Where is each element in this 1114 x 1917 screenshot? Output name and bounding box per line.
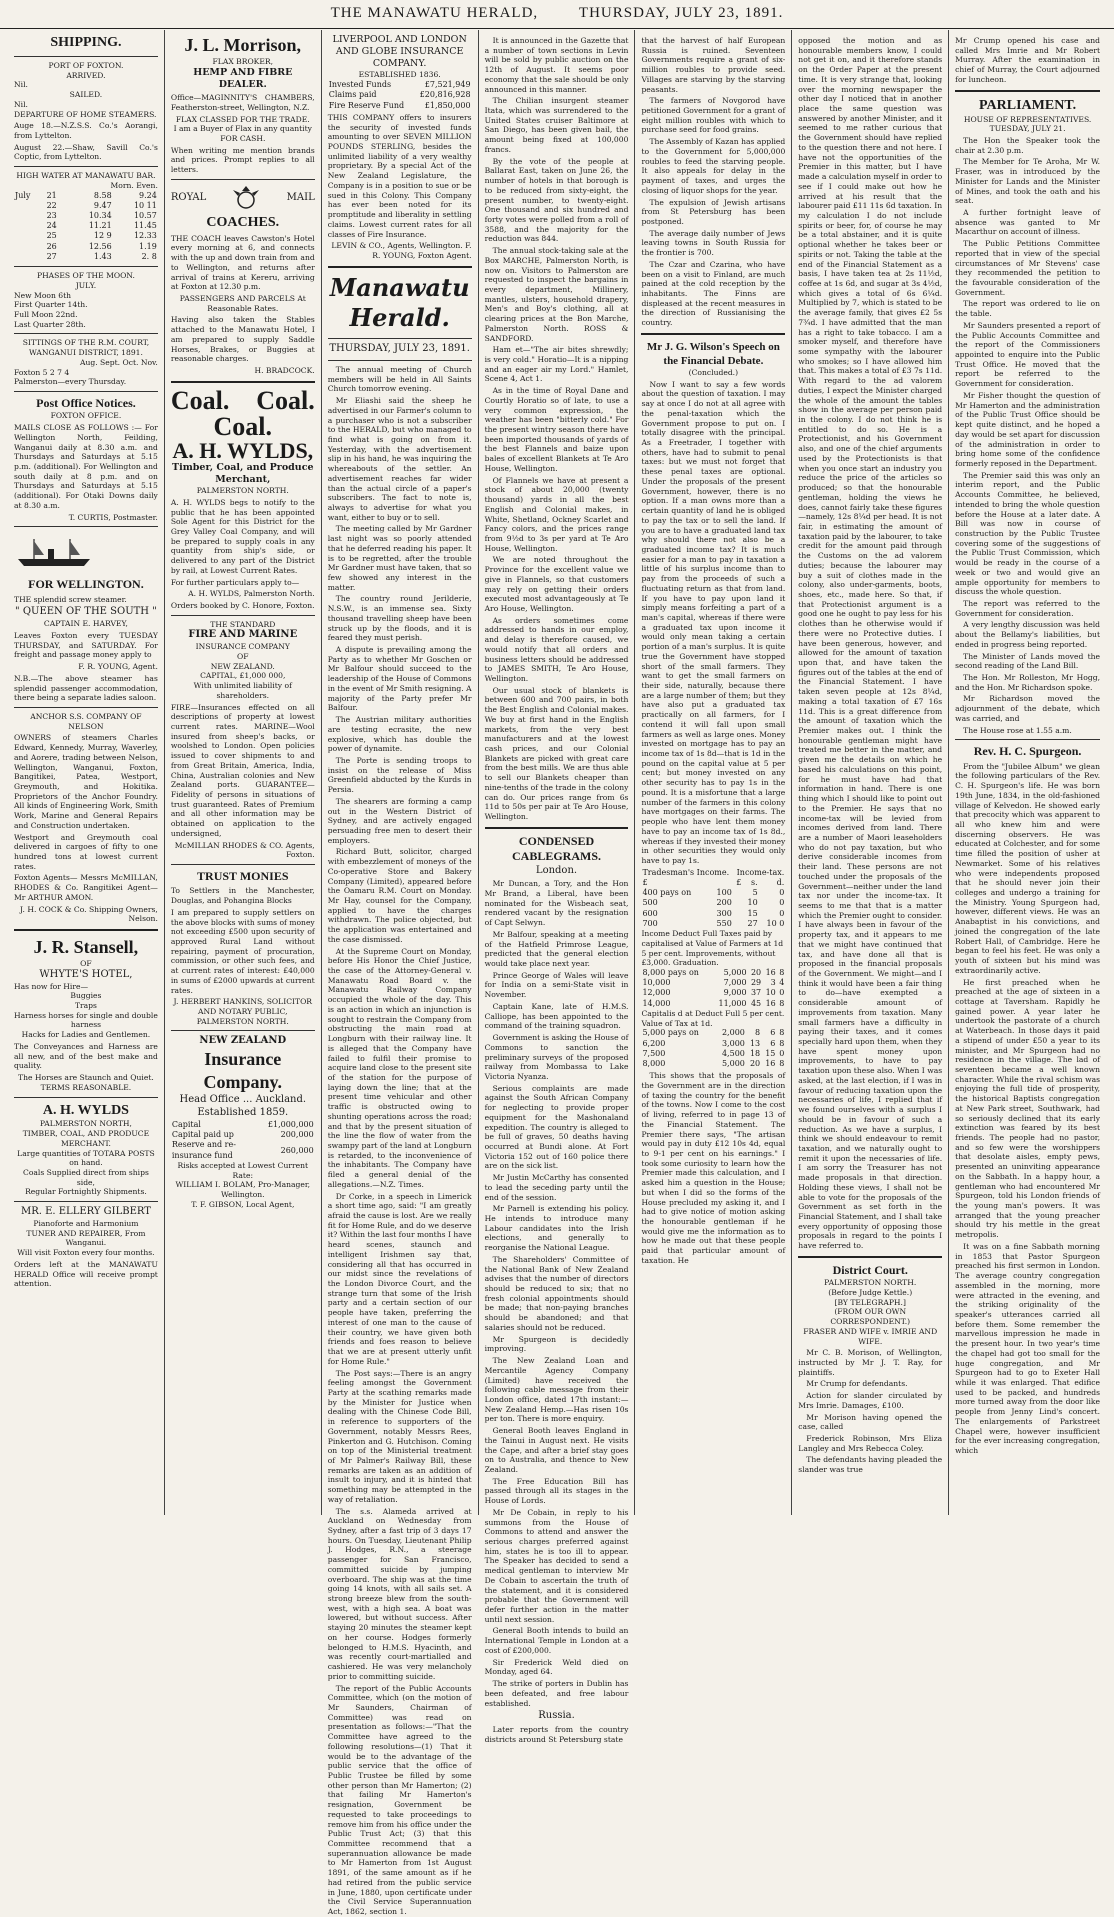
news-paragraph: From the "Jubilee Album" we glean the following particulars of the Rev. C. H. Spurgeon's life. He was born 19th June, 1834, in the old-fashioned village of Kelvedon. He showed early that precocity which was apparent to all who knew him and were discerning observers. He was educated at Colchester, and for some time filled the position of usher at Newmarket. Some of his relatives who were independents proposed that he should never join their colleges and undergo a training for the Ministry. Young Spurgeon had, however, different views. He was an Anabaptist in his convictions, and joined the congregation of the late Robert Hall, of Cambridge. Here he began to feel his feet. He was only a youth of sixteen but his mind was extraordinarily active.	[955, 761, 1101, 975]
sailed-label: SAILED.	[69, 90, 103, 100]
arrived-nil: Nil.	[14, 80, 28, 90]
news-paragraph: As orders sometimes come addressed to hands in our employ, and delay is therefore caused, we would notify that all orders and business letters should be addressed to JAMES SMITH, Te Aro House, Wellington.	[484, 615, 629, 683]
sailed-nil: Nil.	[14, 99, 28, 109]
post-office-heading: Post Office Notices.	[36, 396, 136, 411]
news-paragraph: The Hon. Mr Rolleston, Mr Hogg, and the Hon. Mr Richardson spoke.	[955, 673, 1101, 692]
news-paragraph: Mr Justin McCarthy has consented to lead the seceding party until the end of the session.	[484, 1173, 629, 1202]
table-row: 24 11.21 11.45	[46, 221, 157, 231]
news-paragraph: The Hon the Speaker took the chair at 2.30 p.m.	[955, 135, 1101, 155]
wylds-trade: TIMBER, COAL, AND PRODUCE MERCHANT.	[22, 1129, 150, 1148]
income-table-head	[641, 868, 785, 878]
stables-line: Having also taken the Stables attached to the Manawatu Hotel, I am prepared to supply Saddle Horses, Brakes, or Buggies at reasonable charges.	[170, 315, 315, 364]
trust-body: I am prepared to supply settlers on the above blocks with sums of money not exceeding £500 upon security of approved Rural Land without repairing, payment of procuration, commission, or other such fees, and at current rates of interest: £40,000 in sums of £2000 upwards at current rates.	[170, 907, 315, 995]
news-paragraph: The Member for Te Aroha, Mr W. Fraser, was in introduced by the Minister for Lands and the Minister of Mines, and took the oath and his seat.	[955, 157, 1101, 206]
table-row: 25 12 9 12.33	[46, 231, 157, 241]
news-paragraph: The report of the Public Accounts Committee, which (on the motion of Mr Saunders, Chairman of Committee) was read on presentation as follows:—"That the Committee have agreed to the following resolutions—(1) That it would be to the advantage of the public service that the office of Public Trustee be filled by some other person than Mr Hamerton; (2) that failing Mr Hamerton's resignation, Government be requested to take proceedings to remove him from his office under the Public Trust Act; (3) that this Committee recommend that a superannuation allowance be made to Mr Hamerton from 1st August 1891, of the same amount as if he had retired from the public service in June, 1880, upon certificate under the Civil Service Superannuation Act, 1862, section 1.	[327, 1683, 472, 1917]
wilson-speech-heading: Mr J. G. Wilson's Speech on the Financial Debate.	[646, 340, 780, 367]
insurance-line: INSURANCE COMPANY	[195, 642, 290, 652]
anchor-body: OWNERS of steamers Charles Edward, Kennedy, Murray, Waverley, and Aorere, trading between Nelson, Wellington, Wanganui, Foxton, Bangitikei, Patea, Westport, Greymouth, and Hokitika. Proprietors of the Anchor Foundry. All kinds of Engineering Work, Smith Work, Marine and General Repairs and Construction undertaken.	[14, 733, 158, 830]
terms-line: TERMS REASONABLE.	[40, 1082, 132, 1092]
news-paragraph: Dr Corke, in a speech in Limerick a short time ago, said: "I am greatly afraid the cause is lost. Are we really fit for Home Rule, and do we deserve it? Within the last four months I have heard scenes, staunch and intelligent Irishmen say that, considering all that has occurred in our midst since the revelations of the London Divorce Court, and the strange turn that some of the Irish party and a certain section of our people have taken, preferring the interest of one man to the cause of their country, we have given both friends and foes reason to believe that we are at present utterly unfit for Home Rule."	[327, 1191, 472, 1366]
liverpool-heading: LIVERPOOL AND LONDON AND GLOBE INSURANCE COMPANY.	[332, 34, 467, 70]
gilbert-line: TUNER AND REPAIRER, From Wanganui.	[26, 1228, 146, 1248]
royal-mail-row	[171, 184, 315, 214]
insurance-company-heading: Insurance Company.	[203, 1049, 283, 1093]
table-row: July 21 8.58 9.24	[15, 190, 157, 200]
table-row: 600 300 15 0	[642, 908, 785, 918]
high-water-table	[14, 191, 158, 263]
news-paragraph: By the vote of the people at Ballarat East, taken on June 26, the number of hotels in that borough is to be reduced from sixty-eight, the present number, to twenty-eight. One thousand and six hundred and forty votes were polled from a roll of 3588, and the majority for the reduction was 844.	[484, 156, 629, 244]
column-5	[635, 30, 792, 1515]
news-paragraph: This shows that the proposals of the Government are in the direction of taxing the country for the benefit of the towns. Now I come to the cost of living, referred to in page 13 of the Financial Statement. The Premier there says, "The artisan would pay in duty £12 10s 4d, equal to 9-1 per cent on his earnings." I took some curiosity to learn how the Premier made this calculation, and I asked him a question in the House; but when I did so the forms of the House precluded my asking it, and I had to give notice of motion asking the honourable gentleman if he would give me the information as to how he made out that these people paid that particular amount of taxation. He	[641, 1071, 786, 1265]
news-paragraph: The Austrian military authorities are testing ecrasite, the new explosive, which has double the power of dynamite.	[327, 715, 472, 754]
ahw-sign: A. H. WYLDS, Palmerston North.	[188, 589, 315, 599]
trust-sub: To Settlers in the Manchester, Douglas, and Pohangina Blocks	[170, 886, 315, 906]
gilbert-line: Will visit Foxton every four months.	[17, 1248, 155, 1258]
gilbert-heading: MR. E. ELLERY GILBERT	[20, 1206, 151, 1218]
telegraph-label: [BY TELEGRAPH.]	[834, 1297, 906, 1307]
risks-line: Risks accepted at Lowest Current Rate:	[177, 1160, 309, 1180]
departure-line: Auge 18.—N.Z.S.S. Co.'s Aorangi, from Lyttelton.	[14, 121, 158, 140]
news-paragraph: The Chilian insurgent steamer Itata, which was surrendered to the United States cruiser Baltimore at San Diego, has been given bail, the amount being fixed at 100,000 francs.	[484, 96, 629, 154]
table-row: 7,500 4,500 18 15 0	[642, 1048, 785, 1058]
morrison-line: When writing me mention brands and prices. Prompt replies to all letters.	[170, 145, 315, 175]
gibson-sign: T. F. GIBSON, Local Agent,	[191, 1199, 295, 1209]
table-row: 22 9.47 10 11	[46, 200, 157, 210]
liability-line: With unlimited liability of shareholders.	[193, 681, 292, 700]
column-2	[165, 30, 322, 1515]
moon-heading: PHASES OF THE MOON.	[36, 271, 135, 281]
coal-row	[170, 385, 315, 415]
news-paragraph: He first preached when he preached at the age of sixteen in a cottage at Taversham. Rapidly he gained power. A year later he undertook the pastorate of a church at Waterbeach. In those days it paid a stipend of under £50 a year to its minister, and Mr Spurgeon had no residence in the village. The lad of seventeen became a well known character. While the rival schism was enjoying the full tide of prosperity, the historical Baptists congregation at New Park street, Southwark, had so seriously declined that its early extinction was feared by its best friends. The people had no pastor, and so few were the worshippers that desolate aisles, empty pews, presented an uninviting appearance on the Sabbath. In a happy hour, a gentleman who had encountered Mr Spurgeon, told his London friends of the young man's powers. It was arranged that the young preacher should try his mettle in the great metropolis.	[955, 977, 1101, 1240]
parcels-line: PASSENGERS AND PARCELS At Reasonable Rates.	[179, 294, 306, 313]
table-row: 27 1.43 2. 8	[46, 251, 157, 261]
moon-row: Full Moon 22nd.	[14, 310, 78, 320]
income-table	[641, 878, 785, 929]
concluded-label: (Concluded.)	[688, 368, 739, 377]
standard-heading: THE STANDARD	[210, 619, 276, 629]
table-row: 26 12.56 1.19	[46, 241, 157, 251]
established-line: Established 1859.	[197, 1107, 289, 1119]
liverpool-sign: LEVIN & CO., Agents, Wellington. F. R. YOUNG, Foxton Agent.	[331, 241, 472, 260]
case-title: FRASER AND WIFE v. IMRIE AND WIFE.	[803, 1326, 938, 1346]
column-4	[479, 30, 636, 1744]
news-paragraph: The House rose at 1.55 a.m.	[963, 725, 1072, 735]
morrison-heading: J. L. Morrison,	[184, 35, 302, 55]
fire-marine-heading: FIRE AND MARINE	[188, 629, 298, 641]
table-row: 400 pays on 100 5 0	[642, 888, 785, 898]
post-office-sign: T. CURTIS, Postmaster.	[68, 512, 158, 522]
table-row: Tradesman's Income. Income-tax.	[642, 867, 785, 877]
fire-body: FIRE—Insurances effected on all descriptions of property at lowest current rates. MARINE—Wool insured from sheep's backs, or woolshed to London. Open policies issued to cover shipments to and from Great Britain, America, India, China, Australian colonies and New Zealand ports. GUARANTEE—Fidelity of persons in situations of trust guaranteed. Rates of Premium and all other information may be obtained on application to the undersigned,	[170, 702, 315, 838]
news-paragraph: Sir Frederick Weld died on Monday, aged 64.	[484, 1657, 629, 1677]
wylds-line: Large quantities of TOTARA POSTS on hand.	[17, 1148, 155, 1168]
ahw-orders: Orders booked by C. Honore, Foxton.	[170, 601, 315, 610]
for-wellington-heading: FOR WELLINGTON.	[28, 577, 144, 592]
coal-word: Coal.	[213, 411, 273, 441]
fire-sign: McMILLAN RHODES & CO. Agents, Foxton.	[174, 840, 315, 860]
masthead-date: THURSDAY, JULY 23, 1891.	[578, 5, 784, 21]
news-paragraph: Mr Crump opened his case and called Mrs Imrie and Mr Robert Murray. After the examination in chief of Murray, the Court adjourned for luncheon.	[955, 36, 1101, 84]
anchor-body: Westport and Greymouth coal delivered in cargoes of fifty to one hundred tons at lowest current rates.	[14, 832, 158, 871]
court-heading: SITTINGS OF THE R.M. COURT,	[22, 338, 150, 348]
funds-table	[328, 80, 472, 111]
mail-label: MAIL	[286, 192, 315, 204]
news-paragraph: Mr C. B. Morison, of Wellington, instructed by Mr J. T. Ray, for plaintiffs.	[798, 1348, 943, 1377]
news-paragraph: A dispute is prevailing among the Party as to whether Mr Goschen or Mr Balfour should succeed to the leadership of the House of Commons in the event of Mr Smith resigning. A majority of the Party prefer Mr Balfour.	[327, 645, 472, 713]
column-6	[792, 30, 949, 1515]
table-row: 5,000 pays on 2,000 8 6 8	[642, 1028, 785, 1038]
coal-word: Coal.	[256, 385, 315, 415]
news-paragraph: The Shareholders' Committee of the National Bank of New Zealand advises that the number of directors should be reduced to six; that no fresh colonial appointments should be made; that non-paying branches should be abandoned; and that salaries should not be reduced.	[484, 1254, 629, 1332]
news-paragraph: It is announced in the Gazette that a number of town sections in Levin will be sold by public auction on the 12th of August. It seems poor economy that the sale should be only announced in this manner.	[484, 36, 629, 94]
moon-row: Last Quarter 28th.	[14, 319, 86, 329]
news-paragraph: Serious complaints are made against the South African Company for neglecting to provide proper equipment for the Mashonaland expedition. The country is alleged to be full of graves, 50 deaths having occurred at Bundi alone. At Fort Victoria 152 out of 160 police there are on the sick list.	[484, 1083, 629, 1171]
news-paragraph: General Booth leaves England in the Tainui in August next. He visits the Cape, and after a brief stay goes on to Australia, and thence to New Zealand.	[484, 1426, 629, 1474]
news-paragraph: It was on a fine Sabbath morning in 1853 that Pastor Spurgeon preached his first sermon in London. The average country congregation assembled in the morning, more were attracted in the evening, and the striking originality of the speaker's utterances carried all before them. Some remember the marvellous impression he made in the present hour. In two year's time the chapel had got too small for the huge congregation, and Mr Spurgeon had to go to Exeter Hall while it was enlarged. That edifice used to be packed, and hundreds more turned away from the door like people from Jenny Lind's concert. The enlargements of Parkstreet Chapel were, however insufficient for the ever increasing congregation, which	[955, 1241, 1101, 1456]
head-office-line: Head Office ... Auckland.	[179, 1094, 307, 1106]
news-paragraph: Mr Duncan, a Tory, and the Hon Mr Brand, a Liberal, have been nominated for the Wisbeach seat, rendered vacant by the resignation of Capt Selwyn.	[484, 879, 629, 928]
news-paragraph: The expulsion of Jewish artisans from St Petersburg has been postponed.	[641, 197, 786, 226]
hire-item: Hacks for Ladies and Gentlemen.	[21, 1030, 151, 1040]
capital-table	[171, 1120, 315, 1161]
whytes-hotel: WHYTE'S HOTEL,	[39, 968, 133, 980]
news-paragraph: Mr Richardson moved the adjournment of the debate, which was carried, and	[955, 694, 1101, 723]
news-paragraph: Action for slander circulated by Mrs Imrie. Damages, £100.	[798, 1391, 943, 1410]
news-paragraph: The shearers are forming a camp out in the Western District of Sydney, and are actively engaged persuading free men to desert their employers.	[327, 796, 472, 845]
table-row: Reserve and re-insurance fund 260,000	[171, 1140, 314, 1160]
masthead	[0, 0, 1114, 29]
post-office-body: MAILS CLOSE AS FOLLOWS :— For Wellington North, Feilding, Wanganui daily at 8.30 a.m. and Thursdays and Saturdays at 5.15 p.m. (additional). For Wellington and south daily at 8 p.m. and on Thursdays and Saturdays at 5.15 (additional). For Otaki Downs daily at 8.30 a.m.	[14, 423, 158, 510]
ahw-body: A. H. WYLDS begs to notify to the public that he has been appointed Sole Agent for this District for the Grey Valley Coal Company, and will be prepared to supply coals in any quantity from ship's side, or delivered to any part of the District by rail, at Lowest Current Rates.	[170, 497, 315, 575]
news-paragraph: The Minister of Lands moved the second reading of the Land Bill.	[955, 651, 1101, 671]
table-row: Invested Funds £7,521,949	[328, 80, 471, 90]
news-paragraph: The report was ordered to lie on the table.	[955, 299, 1101, 319]
herald-title: Manawatu Herald.	[329, 272, 470, 333]
news-paragraph: The Czar and Czarina, who have been on a visit to Finland, are much pained at the cold reception by the inhabitants. The Finns are displeased at the recent measures in the direction of Russianising the country.	[641, 259, 786, 328]
news-paragraph: Mr Balfour, speaking at a meeting of the Hatfield Primrose League, predicted that the general election would take place next year.	[484, 929, 629, 969]
court-row: Palmerston—every Thursday.	[14, 377, 127, 387]
departure-line: August 22.—Shaw, Savill Co.'s Coptic, from Lyttelton.	[14, 142, 158, 162]
table-row: 6,200 3,000 13 6 8	[642, 1038, 785, 1048]
russia-subheading: Russia.	[538, 1710, 575, 1722]
leaves-line: Leaves Foxton every TUESDAY THURSDAY, and SATURDAY. For freight and passage money apply to	[14, 630, 158, 660]
news-paragraph: Richard Butt, solicitor, charged with embezzlement of moneys of the Co-operative Store and Bakery Company (Limited), appeared before the Oamaru R.M. Court on Monday. Mr Hay, counsel for the Company, applied to have the charges withdrawn. The police objected, but the application was entertained and the case dismissed.	[327, 847, 472, 944]
morrison-line: I am a Buyer of Flax in any quantity FOR CASH.	[173, 124, 312, 143]
news-paragraph: The farmers of Novgorod have petitioned Government for a grant of eight million roubles with which to purchase seed for food grains.	[641, 96, 786, 135]
news-paragraph: Mr Eliashi said the sheep he advertised in our Farmer's column to a purchaser who is not a subscriber to the HERALD, but who managed to find what is going on from it. Yesterday, with the advertisement slip in his hand, he was inquiring the whereabouts of the settler. An advertisement reaches far wider than the actual circle of a paper's subscribers. The fact to note is, always to advertise for what you want, either to buy or to sell.	[327, 396, 472, 522]
royal-label: ROYAL	[170, 192, 207, 204]
royal-crest-icon	[231, 184, 261, 214]
column-3	[322, 30, 479, 1917]
district-court-location: PALMERSTON NORTH.	[824, 1278, 917, 1288]
table-row: Capital £1,000,000	[171, 1119, 314, 1129]
wylds-line: Coals Supplied direct from ships side,	[23, 1168, 149, 1187]
news-paragraph: The average daily number of Jews leaving towns in South Russia for the frontier is 700.	[641, 228, 786, 258]
hire-item: Traps	[74, 1001, 97, 1011]
morrison-line: HEMP AND FIBRE DEALER.	[193, 66, 293, 90]
news-paragraph: The Free Education Bill has passed through all its stages in the House of Lords.	[484, 1476, 629, 1506]
nz-insurance-heading: NEW ZEALAND	[199, 1035, 287, 1047]
table-row: 500 200 10 0	[642, 898, 785, 908]
news-paragraph: Mr Saunders presented a report of the Public Accounts Committee and the report of the Commissioners appointed to enquire into the Public Trust Office. He moved that the report be referred to the Government for consideration.	[955, 320, 1101, 389]
news-paragraph: Prince George of Wales will leave for India on a semi-State visit in November.	[484, 970, 629, 1000]
hire-item: Buggies	[70, 991, 102, 1001]
hankins-sign: J. HERBERT HANKINS, SOLICITOR AND NOTARY PUBLIC, PALMERSTON NORTH.	[173, 997, 313, 1026]
wylds-heading: A. H. WYLDS	[42, 1102, 129, 1118]
nb-line: N.B.—The above steamer has splendid passenger accommodation, there being a separate ladies saloon.	[14, 673, 158, 703]
news-paragraph: The report was referred to the Government for consideration.	[955, 599, 1101, 618]
parliament-heading: PARLIAMENT.	[979, 97, 1077, 113]
moon-row: First Quarter 14th.	[14, 300, 88, 310]
news-paragraph: The country round Jerilderie, N.S.W., is an immense sea. Sixty thousand travelling sheep have been struck up by the floods, and it is feared they must perish.	[327, 594, 472, 643]
ahw-trade: Timber, Coal, and Produce Merchant,	[172, 461, 314, 485]
news-paragraph: Mr Spurgeon is decidedly improving.	[484, 1334, 629, 1354]
news-paragraph: Mr Morison having opened the case, called	[798, 1412, 943, 1432]
shipping-heading: SHIPPING.	[50, 35, 122, 50]
departure-heading: DEPARTURE OF HOME STEAMERS.	[14, 109, 157, 119]
news-paragraph: The s.s. Alameda arrived at Auckland on Wednesday from Sydney, after a fast trip of 3 days 17 hours. On Tuesday, Lieutenant Philip J. Hodges, R.N., a steerage passenger for San Francisco, committed suicide by jumping overboard. The ship was at the time going 14 knots, with all sails set. A strong breeze blew from the south-west, with a high sea. A boat was lowered, but without success. After staying 20 minutes the steamer kept on her course. Hodges formerly belonged to H.M.S. Hyacinth, and was recently court-martialled and cashiered. He was very melancholy prior to committing suicide.	[327, 1506, 472, 1681]
news-paragraph: that the harvest of half European Russia is ruined. Seventeen Governments require a grant of six-million roubles to provide seed. Villages are starving by the starving peasants.	[641, 36, 786, 94]
of-label: OF	[80, 959, 92, 969]
port-heading: PORT OF FOXTON.	[48, 60, 124, 70]
news-paragraph: As in the time of Royal Dane and Courtly Horatio so of late, to use a very common expression, the weather has been "bitterly cold." For the present wintry season there have been imported thousands of yards of the best Flannels and baize upon bales of excellent Blankets at Te Aro House, Wellington.	[484, 386, 629, 473]
morrison-line: FLAX BROKER,	[212, 57, 274, 67]
column-7	[949, 30, 1106, 1515]
masthead-title: THE MANAWATU HERALD,	[330, 5, 539, 21]
correspondent-label: (FROM OUR OWN CORRESPONDENT.)	[830, 1307, 911, 1327]
news-paragraph: The strike of porters in Dublin has been defeated, and free labour established.	[484, 1679, 629, 1708]
news-paragraph: Now I want to say a few words about the question of taxation. I may say at once I do not at all agree with the penal-taxation which the Government propose to put on. I totally disagree with the principal. As a Freetrader, I together with others, have had to submit to penal taxes: but we must not forget that these penal taxes are optional. Under the proposals of the present Government, however, there is no option. If a man owns more than a certain quantity of land he is obliged to pay the tax or to sell the land. If you are to have a graduated land tax why should there not also be a graduated income tax? It is much easier for a man to pay in taxation a little of his surplus income than to pay from the proceeds of such a fluctuating return as that from land. If you have to pay upon land it simply means forfeiting a part of a man's capital, whereas if there were a graduated tax upon income it would only mean taking a certain portion of a man's surplus. It is quite true the Government have stopped short of the small farmers. They want to get the small farmers on their side, naturally, because there are a large number of them; but they have also put a graduated tax practically on all farmers, for I contend it will fall upon small farmers as well as large ones. Money invested on mortgage has to pay an income tax of 1s 8d—that is 1d in the pound on the capital value at 5 per cent; but money invested on any other security has to pay 1s in the pound. It is a misfortune that a large number of the farmers in this colony have mortgages on their farms. The people who have lent them money have to pay an income tax of 1s 8d., whereas if they invested their money in other securities they would only have to pay 1s.	[641, 379, 786, 865]
news-paragraph: The Premier said this was only an interim report, and the Public Accounts Committee, he believed, intended to bring the whole question before the House at a later date. A Bill was now in course of construction by the Public Trustee covering some of the suggestions of the Public Trust Commission, which would be ready in the course of a week or two and would give an ample opportunity for members to discuss the whole question.	[955, 470, 1101, 597]
agent-sign: F. R. YOUNG, Agent.	[78, 662, 158, 672]
news-paragraph: The annual meeting of Church members will be held in All Saints Church tomorrow evening.	[327, 364, 472, 394]
ahw-heading: A. H. WYLDS,	[172, 437, 314, 463]
capitalised-table	[641, 1028, 785, 1069]
bolam-sign: WILLIAM I. BOLAM, Pro-Manager, Wellington.	[175, 1180, 311, 1200]
news-paragraph: Captain Kane, late of H.M.S. Calliope, has been appointed to the command of the training squadron.	[484, 1001, 629, 1031]
table-row: Claims paid £20,816,928	[328, 90, 471, 100]
news-paragraph: The meeting called by Mr Gardner last night was so poorly attended that he deferred reading his paper. It is to be regretted, after the trouble Mr Gardner must have taken, that so few showed any interest in the matter.	[327, 524, 472, 592]
news-paragraph: Mr Parnell is extending his policy. He intends to introduce many Labour candidates into the Irish elections, and generally to reorganise the National League.	[484, 1204, 629, 1253]
coaches-heading: COACHES.	[206, 214, 280, 230]
coach-body: THE COACH leaves Cawston's Hotel every morning at 6, and connects with the up and down train from and to Wellington, and returns after arrival of trains at Kereru, arriving at Foxton at 12.30 p.m.	[170, 233, 315, 292]
moon-month: JULY.	[75, 280, 97, 290]
horses-line: The Horses are Staunch and Quiet.	[18, 1073, 154, 1083]
table-row: 700 550 27 10 0	[642, 918, 785, 928]
sitting-date: TUESDAY, JULY 21.	[989, 124, 1066, 134]
capital-line: CAPITAL, £1,000 000,	[200, 671, 286, 681]
news-paragraph: Government is asking the House of Commons to sanction the preliminary surveys of the proposed railway from Mombassa to Lake Victoria Nyanza.	[484, 1033, 629, 1081]
trust-heading: TRUST MONIES	[197, 869, 289, 884]
herald-date: THURSDAY, JULY 23, 1891.	[329, 343, 470, 355]
news-paragraph: Mr Crump for defendants.	[806, 1379, 908, 1389]
table-caption: Capitalis d at Deduct Full 5 per cent. Value of Tax at 1d.	[641, 1008, 785, 1028]
morrison-line: FLAX CLASSED FOR THE TRADE.	[175, 114, 310, 124]
arrived-label: ARRIVED.	[66, 70, 106, 80]
news-paragraph: We are noted throughout the Province for the excellent value we give in Flannels, so that customers may rely on getting their orders executed most advantageously at Te Aro House, Wellington.	[484, 555, 629, 613]
coal-word: Coal.	[170, 385, 230, 415]
news-paragraph: Our usual stock of blankets is between 600 and 700 pairs, in both the Best English and Colonial makes. We buy at first hand in the English markets, from the very best manufacturers and at the lowest cash prices, and our Colonial Blankets are picked with great care from the best mills. We are thus able to sell our Blankets cheaper than nine-tenths of the trade in the colony can do. Our prices range from 6s 11d to 50s per pair at Te Aro House, Wellington.	[484, 685, 629, 822]
liverpool-body: THIS COMPANY offers to insurers the security of invested funds amounting to over SEVEN MILLION POUNDS STERLING, besides the unlimited liability of a very wealthy proprietary. By a special Act of the New Zealand Legislature, the Company is in a position to sue or be sued in this Colony. This Company has ever been noted for its promptitude and liberality in settling claims. Lowest current rates for all classes of Fire Insurance.	[327, 112, 472, 239]
table-row: 10,000 7,000 29 3 4	[642, 978, 785, 988]
court-head: Aug. Sept. Oct. Nov.	[79, 357, 158, 367]
table-row: 8,000 pays on 5,000 20 16 8	[642, 967, 785, 977]
steamer-line: THE splendid screw steamer.	[14, 594, 127, 604]
columns	[8, 30, 1106, 1917]
spurgeon-heading: Rev. H. C. Spurgeon.	[973, 744, 1082, 759]
farm-table	[641, 968, 785, 1009]
post-office-sub: FOXTON OFFICE.	[50, 411, 122, 421]
conveyances-line: The Conveyances and Harness are all new, and of the best make and quality.	[14, 1041, 158, 1071]
anchor-agents: Foxton Agents— Messrs McMILLAN, RHODES & Co. Rangitikei Agent— Mr ARTHUR AMON.	[14, 873, 158, 902]
cablegrams-heading: CONDENSED CABLEGRAMS.	[512, 833, 602, 864]
news-paragraph: The Porte is sending troops to insist on the release of Miss Greenfield abducted by the Kurds in Persia.	[327, 755, 472, 795]
table-caption: Income Deduct Full Taxes paid by	[641, 929, 773, 939]
ahw-location: PALMERSTON NORTH.	[196, 486, 289, 496]
news-paragraph: The Assembly of Kazan has applied to the Government for 5,000,000 roubles to feed the starving people. It also appeals for delay in the payment of taxes, and urges the closing of liquor shops for the year.	[641, 137, 786, 195]
table-row: 12,000 9,000 37 10 0	[642, 988, 785, 998]
news-paragraph: Mr De Cobain, in reply to his summons from the House of Commons to attend and answer the serious charges preferred against him, states he is too ill to appear. The Speaker has decided to send a medical gentleman to interview Mr De Cobain to ascertain the truth of the statement, and it is considered probable that the Government will defer further action in the matter until next session.	[484, 1507, 629, 1624]
table-caption: capitalised at Value of Farmers at 1d 5 per cent. Improvements, without £3,000. Graduation.	[641, 938, 784, 968]
wylds-location: PALMERSTON NORTH,	[39, 1119, 132, 1129]
captain-line: CAPTAIN E. HARVEY,	[43, 619, 128, 629]
court-sub: WANGANUI DISTRICT, 1891.	[28, 348, 143, 358]
house-subheading: HOUSE OF REPRESENTATIVES.	[963, 114, 1092, 124]
news-paragraph: Of Flannels we have at present a stock of about 20,000 (twenty thousand) yards in all the best English and Colonial makes, in White, Shetland, Ockney Scarlet and Fancy colors, and the prices range from 9½d to 3s per yard at Te Aro House, Wellington.	[484, 475, 629, 553]
news-paragraph: A further fortnight leave of absence was ganted to Mr Macarthur on account of illness.	[955, 207, 1101, 237]
news-paragraph: General Booth intends to build an International Temple in London at a cost of £200,000.	[484, 1626, 629, 1655]
bradcock-sign: H. BRADCOCK.	[254, 366, 315, 376]
news-paragraph: The Post says:—There is an angry feeling amongst the Government Party at the scathing remarks made by the Minister for Justice when dealing with the Chinese Code Bill, in reference to supporters of the Government, notably Messrs Rees, Pinkerton and G. Hutchison. Coming on top of the Ministerial treatment of Mr Palmer's Railway Bill, these remarks are taken as an addition of insult to injury, and it is hinted that something may be attempted in the way of retaliation.	[327, 1368, 472, 1504]
table-row: £ £ s. d.	[642, 877, 785, 887]
news-paragraph: Frederick Robinson, Mrs Eliza Langley and Mrs Rebecca Coley.	[798, 1433, 943, 1453]
news-paragraph: The annual stock-taking sale at the Box MARCHE, Palmerston North, is now on. Visitors to Palmerston are requested to inspect the bargains in every department, Millinery, mantles, ulsters, household drapery, Men's and Boy's clothing, all at clearing prices at the Bon Marche, Palmerston North. ROSS & SANDFORD.	[484, 246, 629, 343]
nz-line: NEW ZEALAND.	[210, 661, 275, 671]
wylds-line: Regular Fortnightly Shipments.	[25, 1187, 147, 1197]
table-row: 23 10.34 10.57	[46, 211, 157, 220]
stansell-heading: J. R. Stansell,	[33, 937, 139, 958]
news-paragraph: The defendants having pleaded the slander was true	[798, 1455, 943, 1475]
anchor-heading: ANCHOR S.S. COMPANY OF NELSON	[30, 711, 142, 731]
news-paragraph: A very lengthy discussion was held about the Bellamy's liabilities, but ended in progress being reported.	[955, 620, 1101, 649]
steamer-icon	[14, 535, 94, 569]
queen-of-south: " QUEEN OF THE SOUTH "	[15, 606, 157, 618]
high-water-heading: HIGH WATER AT MANAWATU BAR.	[16, 171, 156, 181]
anchor-sign: J. H. COCK & Co. Shipping Owners, Nelson.	[20, 904, 158, 924]
court-row: Foxton 5 2 7 4	[14, 367, 70, 377]
table-row: 14,000 11,000 45 16 8	[642, 998, 785, 1008]
column-1	[8, 30, 165, 1515]
table-row: Fire Reserve Fund £1,850,000	[328, 100, 471, 110]
news-paragraph: opposed the motion and as honourable members know, I could not get it on, and it therefore stands on the Order Paper at the present time. It is very strange that, looking over the morning newspaper the other day I noticed that in another place the same question was answered by another Minister, and it seemed to me rather curious that the Government should have replied to the question there and not here. I have not the opportunities of the Premier in this matter, but I have made a calculation myself in order to see if I could make out how he arrived at his result that the labourer paid £11 11s 6d taxation. In my calculation I do not include spirits or beer, for, of course he may be a total abstainer, and it is quite optional whether he takes beer or spirits or not. Taking the table at the end of the Financial Statement as a basis, I have taken tea at 2s 11½d, coffee at 1s 6d, and sugar at 3s 4½d, which gives a total of 6s 6¼d. Multiplied by 7, which is stated to be the average family, that gives £2 5s 7¾d. I have admitted that the man has a right to take tobacco. I am a smoker myself, and therefore have some sympathy with the labourer who smokes; so I have allowed him that. This makes a total of £3 7s 11d. With regard to the ad valorem duties, I expect the Minister charged the whole of the amount the tables show in the average per person paid in the colony. I do not think he is entitled to do so. He is a Protectionist, and his Government also, and one of the chief arguments used by the Protectionists is that when you once start an industry you reduce the price of the articles so produced; so that the honourable gentleman, holding the views he does, cannot fairly take these figures—namely, 12s 8¼d per head. It is not fair, in estimating the amount of taxation paid by the labourer, to take credit for the amount paid through the Customs on the ad valorem duties; because the labourer may buy a suit of clothes made in the colony, also under-garments, boots, shoes, etc., made here. So that, if that Protectionist argument is a good one he ought to pay less for his clothes than he otherwise would if there were no Protective duties. I have been generous, however, and allowed for the amount of taxation upon that, and have taken the figures out of the tables at the end of the Financial Statement. I have taken seven people at 12s 8¼d, making a total taxation of £7 16s 11d. This is a great difference from the amount of taxation which the Premier makes out. I think the honourable gentleman might have treated me better in the matter, and given me the details on which he based his calculations on this point, for he must have had that information in hand. There is one thing which I should like to point out to the Premier. He says that no income-tax will be levied from incomes derived from land. There are a number of Maori leaseholders who do not pay taxation, but who derive considerable incomes from their land. These persons are not touched under the proposals of the Government—neither under the land tax nor under the income-tax. It seems to me that that is a matter which the Premier ought to consider. I have always been in favour of the property tax, and it appears to me that we might have continued that tax, and have done all that is proposed in the financial proposals of the Government. We might—and I think it would have been a fair thing to do—have exempted a considerable amount of improvements from taxation. Many small farmers have a difficulty in paying their taxes, and it comes specially hard upon them, when they have spent money upon improvements, to have to pay taxation upon these also. When I was asked, at the last election, if I was in favour of reducing taxation upon the necessaries of life, I replied that if we found ourselves with a surplus I should be in favour of such a reduction. As we have a surplus, I think we should endeavour to remit taxation, and we naturally ought to remit it upon the necessaries of life. I am sorry the Treasurer has not made proposals in that direction. Holding these views, I shall not be able to vote for the proposals of the Government as set forth in the Financial Statement, and I shall take every opportunity of opposing those proposals in regard to the points I have referred to.	[798, 36, 943, 1251]
table-row: 8,000 5,000 20 16 8	[642, 1059, 785, 1069]
district-court-judge: (Before Judge Kettle.)	[828, 1287, 913, 1297]
news-paragraph: Mr Fisher thought the question of Mr Hamerton and the administration of the Public Trust Office should be kept quite distinct, and he hoped a day would be set apart for discussion of the administration in order to bring home some of the confidence formerly reposed in the Department.	[955, 390, 1101, 468]
news-paragraph: At the Supreme Court on Monday, before His Honor the Chief Justice, the case of the Attorney-General v. Manawatu Road Board v. the Manawatu Railway Company occupied the whole of the day. This is an action in which an injunction is sought to restrain the Company from obstructing the main road at Longburn with their railway line. It is alleged that the Company have failed to fulfil their promise to acquire land close to the present site of the station for the purpose of laying down the line; that at the present time vehicular and other traffic is obstructed owing to shunting operations across the road; and that by the present situation of the line the flow of water from the swampy part of the land at Longburn is retarded, to the inconvenience of the inhabitants. The Company have filed a general denial of the allegations.—N.Z. Times.	[327, 946, 472, 1189]
morrison-office: Office—MAGINNITY'S CHAMBERS, Featherston-street, Wellington, N.Z.	[170, 93, 315, 112]
news-paragraph: The Public Petitions Committee reported that in view of the special circumstances of Mr Stevens' case they recommended the petition to the favourable consideration of the Government.	[955, 239, 1101, 297]
news-paragraph: The New Zealand Loan and Mercantile Agency Company (Limited) have received the following cable message from their London office, dated 17th instant:—New Zealand Hemp.—Has risen 10s per ton. There is more enquiry.	[484, 1356, 629, 1424]
liverpool-established: ESTABLISHED 1836.	[358, 70, 441, 80]
hire-line: Has now for Hire—	[14, 981, 89, 991]
gilbert-orders: Orders left at the MANAWATU HERALD Office will receive prompt attention.	[14, 1259, 158, 1289]
moon-row: New Moon 6th	[14, 290, 72, 300]
london-subheading: London.	[535, 864, 578, 876]
hire-item: Harness horses for single and double harness	[14, 1010, 158, 1030]
ahw-further: For further particulars apply to—	[170, 577, 300, 587]
high-water-head: Morn. Even.	[110, 180, 158, 190]
gilbert-line: Pianoforte and Harmonium	[33, 1218, 139, 1228]
news-paragraph: Later reports from the country districts around St Petersburg state	[484, 1725, 629, 1744]
of-label: OF	[237, 651, 249, 661]
district-court-heading: District Court.	[832, 1262, 908, 1277]
news-paragraph: Ham et—"The air bites shrewdly; is very cold." Horatio—It is a nipping and an eager air my Lord." Hamlet, Scene 4, Act 1.	[484, 345, 629, 384]
table-row: Capital paid up 200,000	[171, 1130, 314, 1140]
